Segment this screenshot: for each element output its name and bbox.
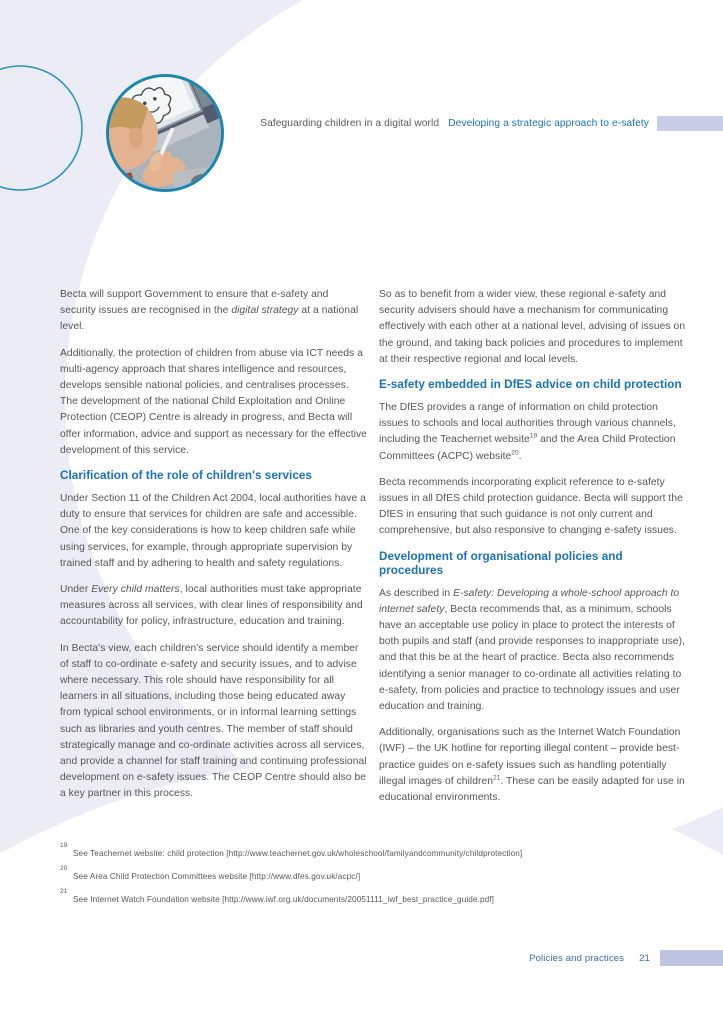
footnote <box>60 888 670 904</box>
header-bar <box>657 116 723 131</box>
footnotes <box>60 842 670 911</box>
paragraph: Additionally, the protection of children from abuse via ICT needs a multi-agency approach that shares intelligence and resources, develops sensible national policies, and centralises processes. The development of the national Child Exploitation and Online Protection (CEOP) Centre is already in progress, and Becta will offer information, advice and support as necessary for the effective development of this service. <box>60 347 367 456</box>
article-columns <box>60 287 686 816</box>
subheading: E-safety embedded in DfES advice on child protection <box>379 378 682 392</box>
footer-section-label: Policies and practices <box>529 952 625 964</box>
footnote-number: 19 <box>60 842 68 849</box>
doc-title: Safeguarding children in a digital world <box>260 117 440 129</box>
paragraph: Additionally, organisations such as the Internet Watch Foundation (IWF) – the UK hotline for reporting illegal content – provide best-practice guides on e-safety issues such as handling potentially illegal images of children$^{21}$. These can be easily adapted for use in educational environments. <box>379 727 685 804</box>
footnote-text: See Teachernet website: child protection [http://www.teachernet.gov.uk/wholeschool/familyandcommunity/childprotection] <box>73 849 523 858</box>
child-drawing-photo-illustration <box>106 74 224 192</box>
paragraph: Becta recommends incorporating explicit reference to e-safety issues in all DfES child protection guidance. Becta will support the DfES in ensuring that such guidance is not only current and comprehensive, but also responsive to changing e-safety issues. <box>379 476 683 537</box>
footnote-text: See Area Child Protection Committees website [http://www.dfes.gov.uk/acpc/] <box>73 872 361 881</box>
paragraph: Under Every child matters, local authorities must take appropriate measures across all services, with clear lines of responsibility and accountability for policy, infrastructure, education and training. <box>60 584 363 628</box>
footnote <box>60 865 670 881</box>
paragraph: The DfES provides a range of information on child protection issues to schools and local authorities through various channels, including the Teachernet website$^{19}$ and the Area Child Protection Committees (ACPC) website$^{20}$. <box>379 402 676 462</box>
page-number: 21 <box>639 952 650 964</box>
footnote-number: 20 <box>60 865 68 872</box>
page-footer <box>0 949 723 967</box>
section-title: Developing a strategic approach to e-safety <box>448 117 649 129</box>
right-column <box>379 287 686 816</box>
footnote <box>60 842 670 858</box>
running-header <box>0 115 723 131</box>
photo-circle <box>106 74 224 192</box>
paragraph: In Becta's view, each children's service should identify a member of staff to co-ordinate e-safety and security issues, and to advise where necessary. This role should have responsibility for all learners in all situations, including those being educated away from typical school environments, or in informal learning settings such as libraries and youth centres. The member of staff should strategically manage and co-ordinate activities across all services, and provide a channel for staff training and continuing professional development on e-safety issues. The CEOP Centre should also be a key partner in this process. <box>60 642 367 800</box>
paragraph: Becta will support Government to ensure that e-safety and security issues are recognised in the digital strategy at a national level. <box>60 289 359 333</box>
paragraph: So as to benefit from a wider view, these regional e-safety and security advisers should have a mechanism for communicating effectively with each other at a national level, advising of issues on the ground, and taking back policies and procedures to implement at their respective regional and local levels. <box>379 289 686 365</box>
paragraph: Under Section 11 of the Children Act 2004, local authorities have a duty to ensure that services for children are safe and accessible. One of the key considerations is how to keep children safe while using services, for example, through appropriate supervision by trained staff and by adhering to health and safety regulations. <box>60 493 366 569</box>
subheading: Development of organisational policies and procedures <box>379 549 623 577</box>
footnote-number: 21 <box>60 888 68 895</box>
subheading: Clarification of the role of children's services <box>60 469 312 483</box>
paragraph: As described in E-safety: Developing a whole-school approach to internet safety, Becta recommends that, as a minimum, schools have an acceptable use policy in place to protect the interests of both pupils and staff (and provide responses to inappropriate use), and that this be at the heart of practice. Becta also recommends identifying a senior manager to co-ordinate all activities relating to e-safety, from policies and practice to technology issues and user education and training. <box>379 587 685 713</box>
left-column <box>60 287 367 816</box>
footer-bar <box>660 950 723 966</box>
footnote-text: See Internet Watch Foundation website [http://www.iwf.org.uk/documents/20051111_iwf_best_practice_guide.pdf] <box>73 895 495 904</box>
